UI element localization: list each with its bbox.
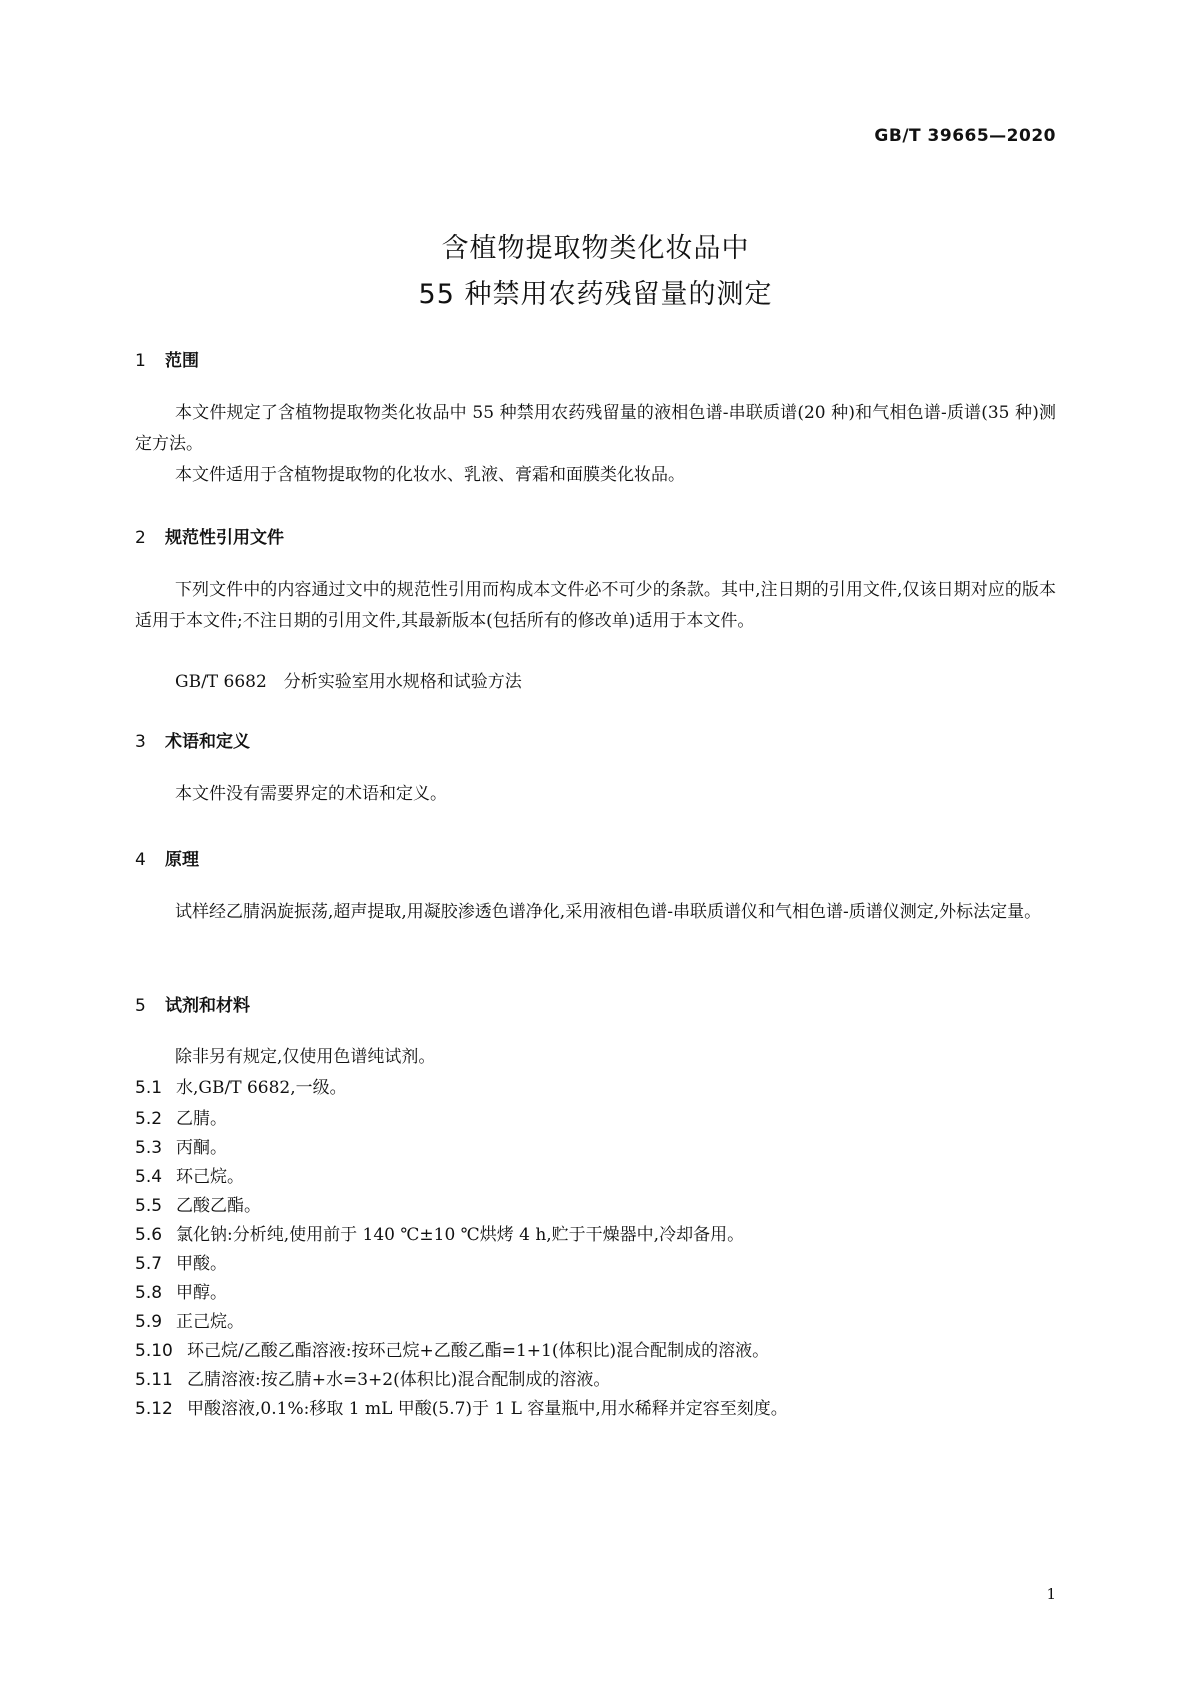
standard-number: GB/T 39665—2020 — [874, 126, 1056, 146]
section-number: 3 — [135, 732, 146, 752]
list-item — [135, 1104, 227, 1135]
section-number: 4 — [135, 850, 146, 870]
list-item — [135, 1278, 227, 1309]
item-number: 5.8 — [135, 1283, 163, 1303]
list-item — [135, 1133, 227, 1164]
title-line-1: 含植物提取物类化妆品中 — [441, 233, 750, 264]
section-1-heading — [135, 346, 199, 371]
item-number: 5.11 — [135, 1370, 173, 1390]
page-number: 1 — [1046, 1585, 1056, 1603]
list-item — [135, 1220, 744, 1251]
list-item — [135, 1162, 244, 1193]
item-text: 乙腈。 — [176, 1109, 227, 1129]
item-text: 甲醇。 — [176, 1283, 227, 1303]
list-item — [135, 1336, 769, 1367]
title-line-2: 55 种禁用农药残留量的测定 — [418, 279, 773, 310]
item-text: 甲酸溶液,0.1%:移取 1 mL 甲酸(5.7)于 1 L 容量瓶中,用水稀释并定容至刻度。 — [187, 1399, 788, 1419]
section-3-heading — [135, 727, 250, 752]
list-item — [135, 1073, 347, 1104]
list-item — [135, 1307, 244, 1338]
item-text: 甲酸。 — [176, 1254, 227, 1274]
item-number: 5.2 — [135, 1109, 163, 1129]
item-number: 5.5 — [135, 1196, 163, 1216]
item-text: 氯化钠:分析纯,使用前于 140 ℃±10 ℃烘烤 4 h,贮于干燥器中,冷却备用。 — [176, 1225, 745, 1245]
section-1-paragraph-1: 本文件规定了含植物提取物类化妆品中 55 种禁用农药残留量的液相色谱-串联质谱(20 种)和气相色谱-质谱(35 种)测定方法。 — [135, 403, 1056, 454]
list-item — [135, 1365, 610, 1396]
item-number: 5.12 — [135, 1399, 173, 1419]
item-number: 5.9 — [135, 1312, 163, 1332]
section-4-paragraph-1: 试样经乙腈涡旋振荡,超声提取,用凝胶渗透色谱净化,采用液相色谱-串联质谱仪和气相色谱-质谱仪测定,外标法定量。 — [175, 902, 1042, 922]
item-number: 5.4 — [135, 1167, 163, 1187]
section-1-paragraph-2: 本文件适用于含植物提取物的化妆水、乳液、膏霜和面膜类化妆品。 — [175, 465, 685, 485]
item-text: 环己烷/乙酸乙酯溶液:按环己烷+乙酸乙酯=1+1(体积比)混合配制成的溶液。 — [187, 1341, 770, 1361]
item-text: 丙酮。 — [176, 1138, 227, 1158]
item-number: 5.1 — [135, 1078, 163, 1098]
document-title — [0, 226, 1191, 318]
section-title: 范围 — [165, 351, 199, 371]
section-number: 1 — [135, 351, 146, 371]
item-text: 乙酸乙酯。 — [176, 1196, 261, 1216]
item-number: 5.6 — [135, 1225, 163, 1245]
item-number: 5.3 — [135, 1138, 163, 1158]
section-4-heading — [135, 845, 199, 870]
section-title: 规范性引用文件 — [165, 528, 284, 548]
item-number: 5.10 — [135, 1341, 173, 1361]
section-5-heading — [135, 991, 250, 1016]
section-title: 试剂和材料 — [165, 996, 250, 1016]
section-title: 术语和定义 — [165, 732, 250, 752]
section-3-paragraph-1: 本文件没有需要界定的术语和定义。 — [175, 784, 447, 804]
list-item — [135, 1191, 261, 1222]
list-item — [135, 1394, 788, 1425]
item-text: 环己烷。 — [176, 1167, 244, 1187]
normative-reference: GB/T 6682 分析实验室用水规格和试验方法 — [175, 672, 522, 692]
section-2-heading — [135, 523, 284, 548]
section-title: 原理 — [165, 850, 199, 870]
section-2-paragraph-1: 下列文件中的内容通过文中的规范性引用而构成本文件必不可少的条款。其中,注日期的引用文件,仅该日期对应的版本适用于本文件;不注日期的引用文件,其最新版本(包括所有的修改单)适用于本文件。 — [135, 580, 1056, 631]
item-text: 水,GB/T 6682,一级。 — [176, 1078, 347, 1098]
item-text: 正己烷。 — [176, 1312, 244, 1332]
item-number: 5.7 — [135, 1254, 163, 1274]
section-5-intro: 除非另有规定,仅使用色谱纯试剂。 — [175, 1047, 436, 1067]
section-number: 5 — [135, 996, 146, 1016]
list-item — [135, 1249, 227, 1280]
section-number: 2 — [135, 528, 146, 548]
item-text: 乙腈溶液:按乙腈+水=3+2(体积比)混合配制成的溶液。 — [187, 1370, 611, 1390]
